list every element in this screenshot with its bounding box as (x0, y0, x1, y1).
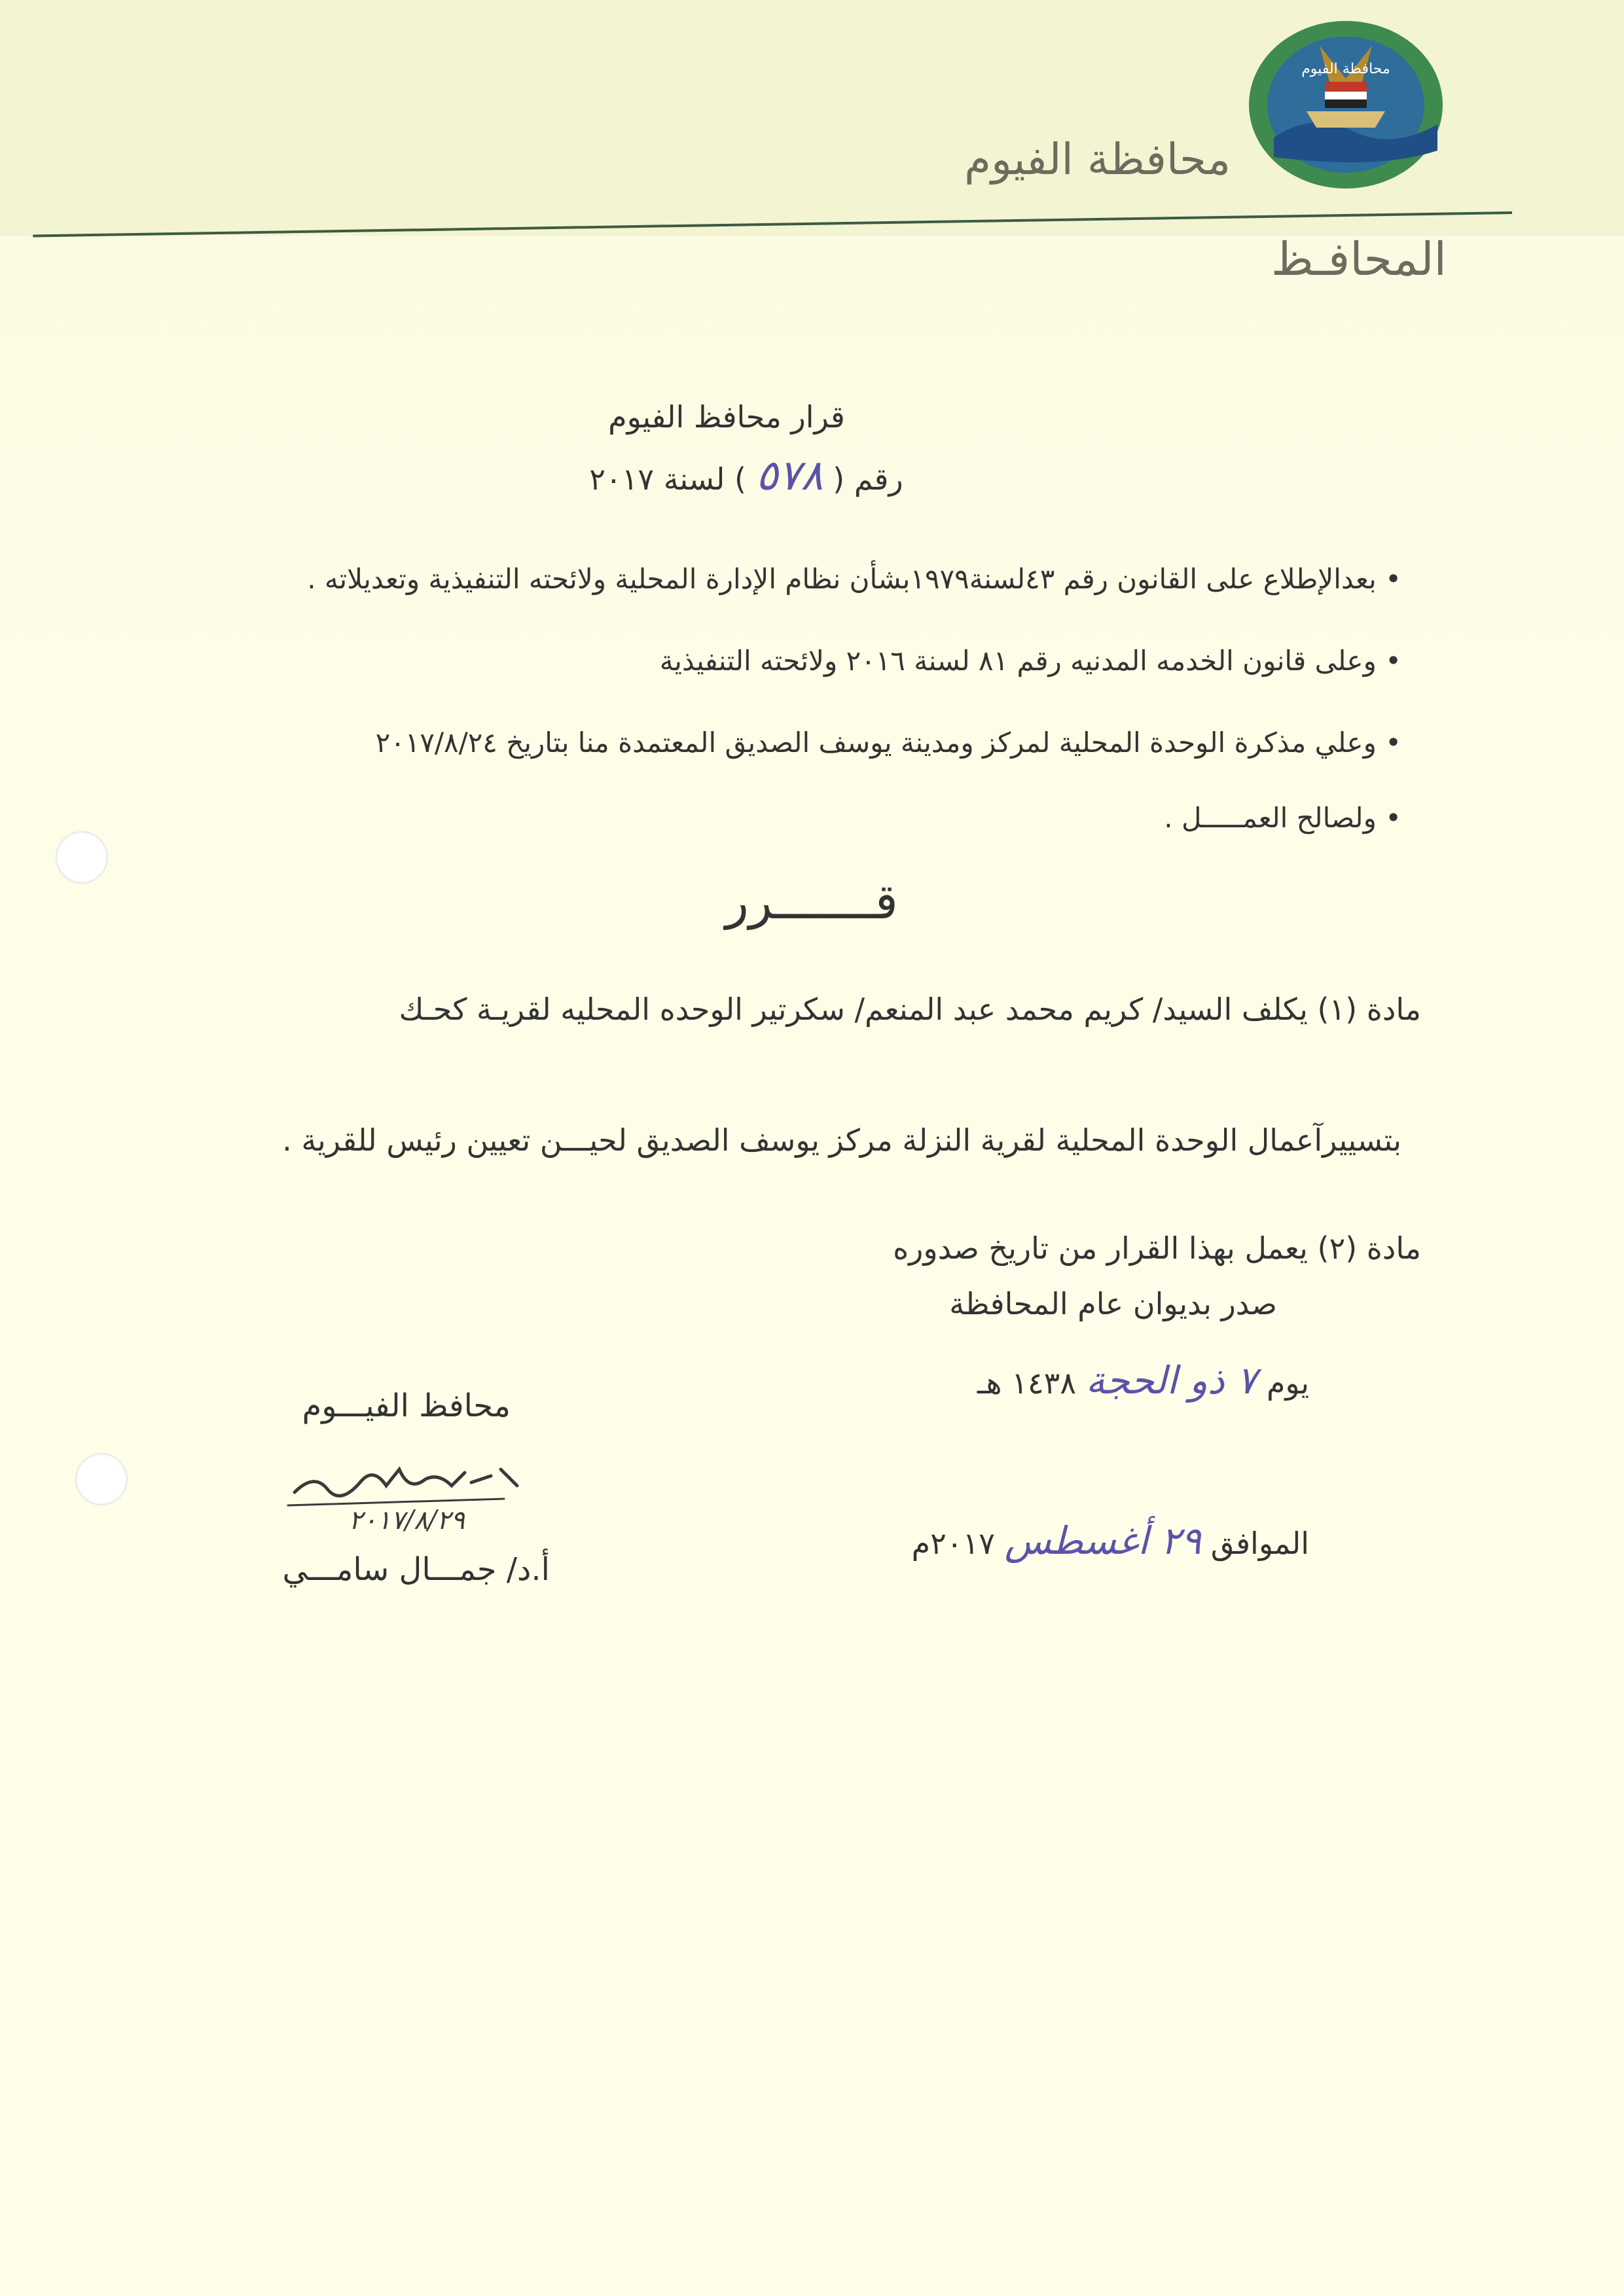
decided-heading: قـــــــرر (725, 874, 898, 930)
governor-title: المحافـظ (1271, 232, 1447, 286)
article-1-line-2: بتسييرآعمال الوحدة المحلية لقرية النزلة مركز يوسف الصديق لحيـــن تعيين رئيس للقرية . (282, 1122, 1401, 1158)
day-handwritten: ٧ ذو الحجة (1085, 1358, 1257, 1403)
preamble-work-interest: • ولصالح العمـــــل . (1164, 802, 1401, 834)
decision-number (524, 452, 969, 500)
signatory-name: أ.د/ جمـــال سامـــي (282, 1551, 550, 1588)
handwritten-signature (268, 1446, 543, 1551)
preamble-memo: • وعلي مذكرة الوحدة المحلية لمركز ومدينة يوسف الصديق المعتمدة منا بتاريخ ٢٠١٧/٨/٢٤ (375, 726, 1401, 759)
signature-date: ٢٠١٧/٨/٢٩ (348, 1505, 465, 1535)
decision-number-prefix: رقم ( (833, 461, 903, 497)
decision-number-suffix: ) لسنة ٢٠١٧ (589, 461, 746, 497)
day-label: يوم (1266, 1365, 1309, 1401)
hijri-date-line (929, 1358, 1309, 1403)
decision-number-handwritten: ٥٧٨ (755, 452, 823, 500)
signature-title: محافظ الفيـــوم (302, 1388, 511, 1424)
issued-at: صدر بديوان عام المحافظة (949, 1286, 1277, 1321)
punch-hole (75, 1453, 128, 1505)
article-1-line-1: مادة (١) يكلف السيد/ كريم محمد عبد المنعم/ سكرتير الوحده المحليه لقريـة كحـك (399, 992, 1421, 1027)
preamble-law-43: • بعدالإطلاع على القانون رقم ٤٣لسنة١٩٧٩بشأن نظام الإدارة المحلية ولائحته التنفيذية وتعديلاته . (307, 563, 1401, 595)
fayoum-emblem-logo (1248, 20, 1444, 190)
governorate-name: محافظة الفيوم (964, 134, 1231, 185)
punch-hole (56, 831, 108, 884)
corr-handwritten: ٢٩ أغسطس (1004, 1518, 1202, 1563)
preamble-civil-service-law: • وعلى قانون الخدمه المدنيه رقم ٨١ لسنة ٢٠١٦ ولائحته التنفيذية (659, 645, 1401, 677)
gregorian-year: ٢٠١٧م (911, 1526, 995, 1561)
corresponding-label: الموافق (1210, 1526, 1309, 1561)
gregorian-date-line (911, 1518, 1309, 1563)
emblem-text: محافظة الفيوم (1301, 61, 1390, 77)
hijri-year: ١٤٣٨ هـ (977, 1365, 1077, 1401)
article-2: مادة (٢) يعمل بهذا القرار من تاريخ صدوره (893, 1230, 1421, 1266)
decision-title: قرار محافظ الفيوم (608, 399, 845, 435)
